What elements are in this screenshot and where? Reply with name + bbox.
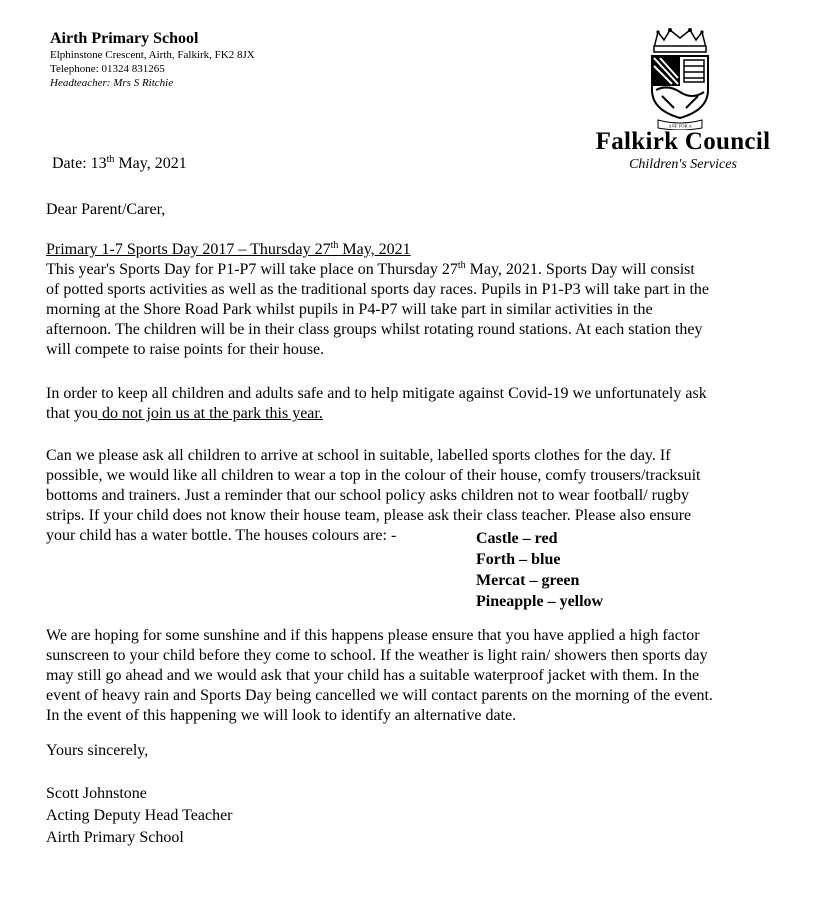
- school-name: Airth Primary School: [50, 30, 199, 47]
- letter-heading: [46, 240, 411, 260]
- paragraph-clothing: [46, 446, 798, 546]
- p1-line1-sup: th: [457, 260, 466, 271]
- p4-line5: In the event of this happening we will look to identify an alternative date.: [46, 707, 517, 724]
- council-branding: [583, 128, 783, 173]
- greeting: Dear Parent/Carer,: [46, 201, 166, 218]
- p1-line4: afternoon. The children will be in their class groups whilst rotating round stations. At each station they: [46, 321, 703, 338]
- paragraph-covid: [46, 384, 798, 424]
- date-sup: th: [106, 154, 115, 165]
- crest-icon: [640, 26, 720, 130]
- p2-line2: [46, 404, 798, 424]
- p1-line1-a: This year's Sports Day for P1-P7 will take place on Thursday 27: [46, 261, 458, 278]
- heading-prefix: Primary 1-7 Sports Day 2017 – Thursday 27: [46, 241, 331, 258]
- p2-line2-underlined: do not join us at the park this year.: [98, 405, 323, 422]
- p2-line2-a: that you: [46, 405, 98, 422]
- p2-line1: In order to keep all children and adults safe and to help mitigate against Covid-19 we unfortunately ask: [46, 385, 707, 402]
- signatory-name: Scott Johnstone: [46, 785, 147, 802]
- p3-line3: bottoms and trainers. Just a reminder that our school policy asks children not to wear football/ rugby: [46, 487, 689, 504]
- p1-line1: [46, 260, 798, 280]
- house-item: Castle – red: [476, 530, 558, 547]
- council-department: Children's Services: [629, 157, 737, 172]
- p3-line2: possible, we would like all children to wear a top in the colour of their house, comfy trousers/tracksuit: [46, 467, 701, 484]
- headteacher: Headteacher: Mrs S Ritchie: [50, 77, 174, 89]
- signatory-school: Airth Primary School: [46, 829, 184, 846]
- p3-line5: your child has a water bottle. The houses colours are: -: [46, 527, 397, 544]
- paragraph-sports-day: [46, 260, 798, 360]
- house-item: Mercat – green: [476, 572, 580, 589]
- signoff: Yours sincerely,: [46, 742, 149, 759]
- p1-line3: morning at the Shore Road Park whilst pupils in P4-P7 will take part in similar activities in the: [46, 301, 653, 318]
- p3-line1: Can we please ask all children to arrive at school in suitable, labelled sports clothes for the day. If: [46, 447, 671, 464]
- crest-motto: ANE FOR A: [668, 123, 692, 129]
- letterhead: [50, 30, 380, 90]
- p1-line2: of potted sports activities as well as the traditional sports day races. Pupils in P1-P3 will take part in the: [46, 281, 709, 298]
- council-name: Falkirk Council: [595, 128, 771, 155]
- p1-line5: will compete to raise points for their house.: [46, 341, 325, 358]
- p4-line2: sunscreen to your child before they come to school. If the weather is light rain/ showers then sports day: [46, 647, 708, 664]
- house-item: Forth – blue: [476, 551, 561, 568]
- council-crest-logo: [640, 26, 720, 130]
- house-item: Pineapple – yellow: [476, 593, 604, 610]
- p1-line1-b: May, 2021. Sports Day will consist: [465, 261, 695, 278]
- date-suffix: May, 2021: [114, 155, 187, 172]
- school-telephone: Telephone: 01324 831265: [50, 63, 165, 75]
- p4-line4: event of heavy rain and Sports Day being cancelled we will contact parents on the morning of the event.: [46, 687, 713, 704]
- school-address: Elphinstone Crescent, Airth, Falkirk, FK2 8JX: [50, 49, 255, 61]
- date-prefix: Date: 13: [52, 155, 107, 172]
- heading-sup: th: [330, 240, 339, 251]
- p4-line1: We are hoping for some sunshine and if this happens please ensure that you have applied a high factor: [46, 627, 700, 644]
- p3-line4: strips. If your child does not know their house team, please ask their class teacher. Please also ensure: [46, 507, 692, 524]
- p4-line3: may still go ahead and we would ask that your child has a suitable waterproof jacket with them. In the: [46, 667, 700, 684]
- paragraph-weather: [46, 626, 798, 726]
- signature-block: [46, 783, 233, 849]
- letter-date: [52, 154, 187, 174]
- heading-suffix: May, 2021: [338, 241, 411, 258]
- signatory-role: Acting Deputy Head Teacher: [46, 807, 233, 824]
- house-colours-list: [476, 528, 603, 612]
